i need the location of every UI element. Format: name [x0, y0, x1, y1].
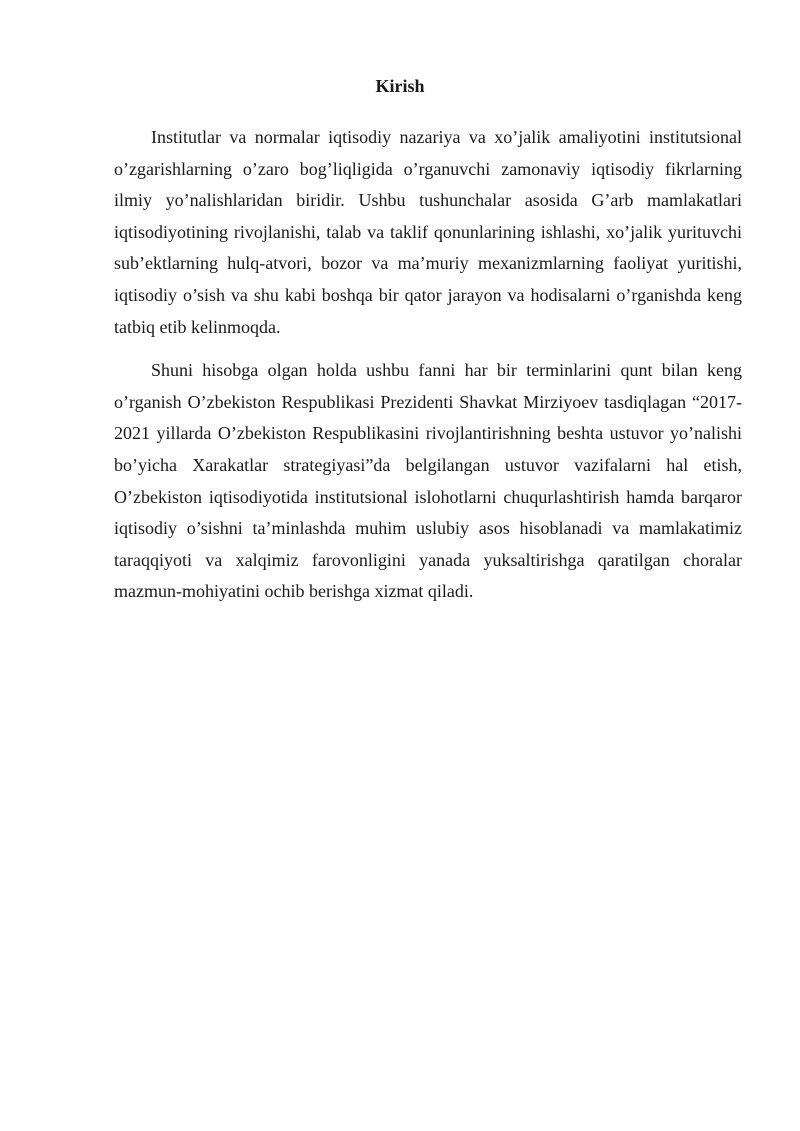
body-text [114, 122, 742, 620]
paragraph-2: Shuni hisobga olgan holda ushbu fanni har bir terminlarini qunt bilan keng o’rganish O’zbekiston Respublikasi Prezidenti Shavkat Mirziyoev tasdiqlagan “2017-2021 yillarda O’zbekiston Respublikasini rivojlantirishning beshta ustuvor yo’nalishi bo’yicha Xarakatlar strategiyasi”da belgilangan ustuvor vazifalarni hal etish, O’zbekiston iqtisodiyotida institutsional islohotlarni chuqurlashtirish hamda barqaror iqtisodiy o’sishni ta’minlashda muhim uslubiy asos hisoblanadi va mamlakatimiz taraqqiyoti va xalqimiz farovonligini yanada yuksaltirishga qaratilgan choralar mazmun-mohiyatini ochib berishga xizmat qiladi. [114, 360, 742, 602]
paragraph-1: Institutlar va normalar iqtisodiy nazariya va xo’jalik amaliyotini institutsional o’zgarishlarning o’zaro bog’liqligida o’rganuvchi zamonaviy iqtisodiy fikrlarning ilmiy yo’nalishlaridan biridir. Ushbu tushunchalar asosida G’arb mamlakatlari iqtisodiyotining rivojlanishi, talab va taklif qonunlarining ishlashi, xo’jalik yurituvchi sub’ektlarning hulq-atvori, bozor va ma’muriy mexanizmlarning faoliyat yuritishi, iqtisodiy o’sish va shu kabi boshqa bir qator jarayon va hodisalarni o’rganishda keng tatbiq etib kelinmoqda. [114, 127, 742, 337]
page-title: Kirish [375, 76, 425, 96]
